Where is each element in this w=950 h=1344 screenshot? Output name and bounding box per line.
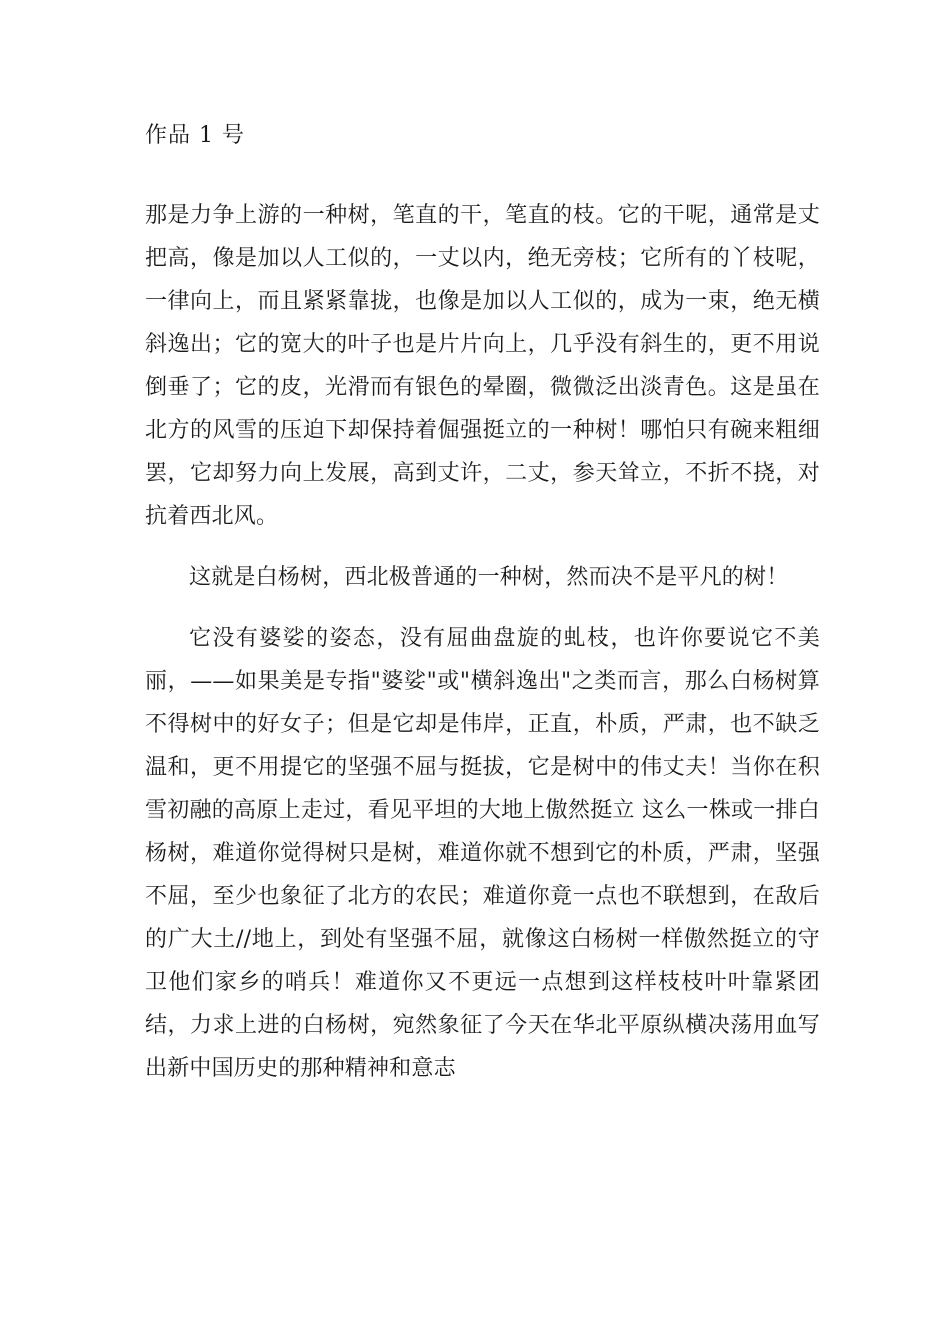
document-body (145, 116, 820, 1090)
paragraph-2: 这就是白杨树，西北极普通的一种树，然而决不是平凡的树！ (189, 565, 789, 590)
paragraph-1: 那是力争上游的一种树，笔直的干，笔直的枝。它的干呢，通常是丈把高，像是加以人工似的，一丈以内，绝无旁枝；它所有的丫枝呢，一律向上，而且紧紧靠拢，也像是加以人工似的，成为一束，绝无横斜逸出；它的宽大的叶子也是片片向上，几乎没有斜生的，更不用说倒垂了；它的皮，光滑而有银色的晕圈，微微泛出淡青色。这是虽在北方的风雪的压迫下却保持着倔强挺立的一种树！哪怕只有碗来粗细罢，它却努力向上发展，高到丈许，二丈，参天耸立，不折不挠，对抗着西北风。 (145, 203, 820, 529)
document-title: 作品 1 号 (145, 123, 245, 148)
paragraph-3: 它没有婆娑的姿态，没有屈曲盘旋的虬枝，也许你要说它不美丽，——如果美是专指"婆娑"或"横斜逸出"之类而言，那么白杨树算不得树中的好女子；但是它却是伟岸，正直，朴质，严肃，也不缺乏温和，更不用提它的坚强不屈与挺拔，它是树中的伟丈夫！当你在积雪初融的高原上走过，看见平坦的大地上傲然挺立 这么一株或一排白杨树，难道你觉得树只是树，难道你就不想到它的朴质，严肃，坚强不屈，至少也象征了北方的农民；难道你竟一点也不联想到，在敌后的广大土//地上，到处有坚强不屈，就像这白杨树一样傲然挺立的守卫他们家乡的哨兵！难道你又不更远一点想到这样枝枝叶叶靠紧团结，力求上进的白杨树，宛然象征了今天在华北平原纵横决荡用血写出新中国历史的那种精神和意志 (145, 626, 820, 1081)
